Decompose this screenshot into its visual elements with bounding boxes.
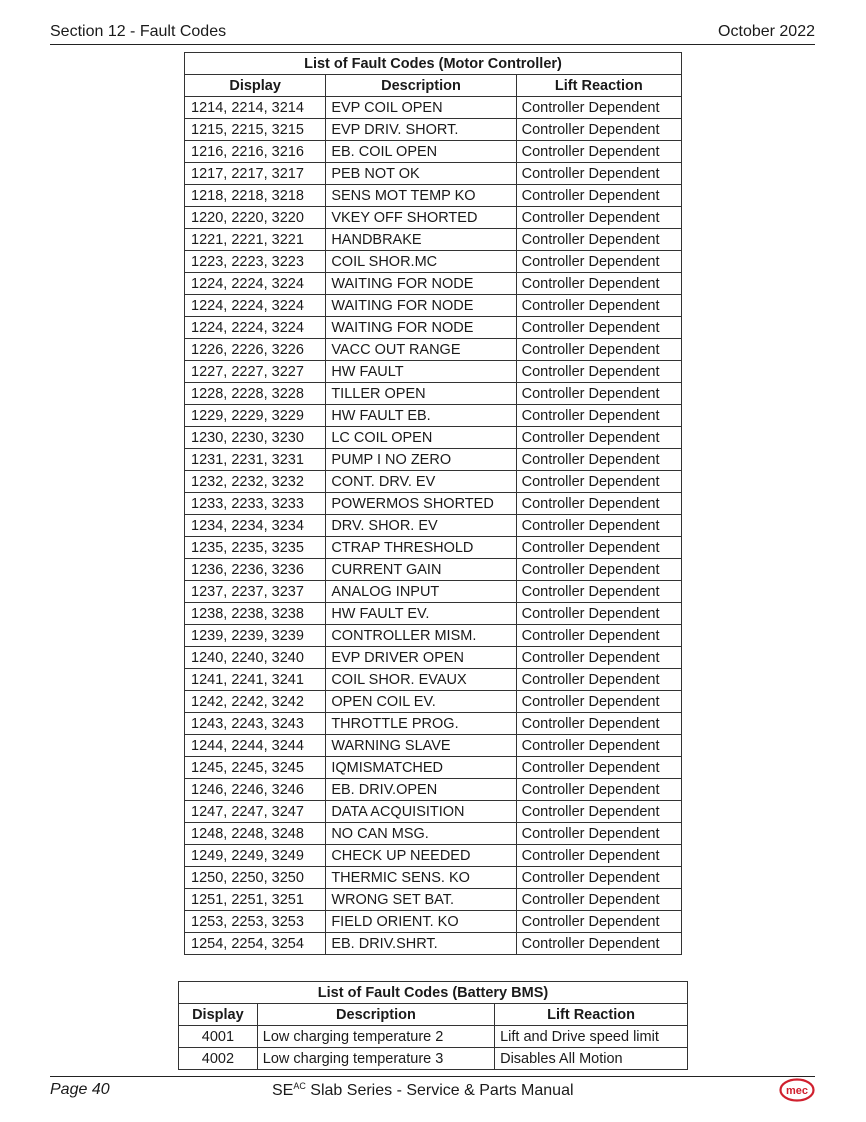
cell-description: VACC OUT RANGE <box>326 339 516 361</box>
cell-display: 1233, 2233, 3233 <box>185 493 326 515</box>
cell-display: 1243, 2243, 3243 <box>185 713 326 735</box>
motor-controller-fault-table <box>184 52 682 955</box>
table-row <box>185 647 682 669</box>
cell-description: VKEY OFF SHORTED <box>326 207 516 229</box>
cell-description: EB. COIL OPEN <box>326 141 516 163</box>
table-row <box>185 361 682 383</box>
cell-description: Low charging temperature 2 <box>257 1026 494 1048</box>
cell-description: CHECK UP NEEDED <box>326 845 516 867</box>
cell-display: 1249, 2249, 3249 <box>185 845 326 867</box>
cell-display: 1247, 2247, 3247 <box>185 801 326 823</box>
cell-description: CTRAP THRESHOLD <box>326 537 516 559</box>
cell-lift-reaction: Controller Dependent <box>516 405 681 427</box>
cell-display: 1224, 2224, 3224 <box>185 273 326 295</box>
cell-display: 1248, 2248, 3248 <box>185 823 326 845</box>
cell-display: 1241, 2241, 3241 <box>185 669 326 691</box>
cell-description: WAITING FOR NODE <box>326 317 516 339</box>
table-row <box>185 427 682 449</box>
cell-description: ANALOG INPUT <box>326 581 516 603</box>
table-row <box>185 779 682 801</box>
table-row <box>185 119 682 141</box>
cell-display: 1231, 2231, 3231 <box>185 449 326 471</box>
cell-lift-reaction: Controller Dependent <box>516 845 681 867</box>
cell-lift-reaction: Controller Dependent <box>516 295 681 317</box>
header-divider <box>50 44 815 45</box>
cell-description: CONTROLLER MISM. <box>326 625 516 647</box>
cell-display: 1238, 2238, 3238 <box>185 603 326 625</box>
cell-lift-reaction: Controller Dependent <box>516 823 681 845</box>
table-row <box>185 273 682 295</box>
table-body <box>185 97 682 955</box>
cell-lift-reaction: Controller Dependent <box>516 911 681 933</box>
cell-description: LC COIL OPEN <box>326 427 516 449</box>
table-row <box>179 1026 688 1048</box>
cell-lift-reaction: Controller Dependent <box>516 801 681 823</box>
cell-lift-reaction: Controller Dependent <box>516 427 681 449</box>
table-row <box>185 867 682 889</box>
cell-lift-reaction: Controller Dependent <box>516 493 681 515</box>
cell-display: 1214, 2214, 3214 <box>185 97 326 119</box>
cell-display: 1215, 2215, 3215 <box>185 119 326 141</box>
cell-description: EVP DRIVER OPEN <box>326 647 516 669</box>
column-header-description: Description <box>326 75 516 97</box>
table-row <box>185 515 682 537</box>
cell-description: POWERMOS SHORTED <box>326 493 516 515</box>
cell-lift-reaction: Disables All Motion <box>495 1048 688 1070</box>
table-row <box>185 581 682 603</box>
table-row <box>185 801 682 823</box>
cell-lift-reaction: Controller Dependent <box>516 185 681 207</box>
cell-lift-reaction: Controller Dependent <box>516 779 681 801</box>
table-row <box>185 625 682 647</box>
table-title-row <box>185 53 682 75</box>
cell-display: 1232, 2232, 3232 <box>185 471 326 493</box>
table-title: List of Fault Codes (Battery BMS) <box>179 982 688 1004</box>
cell-display: 1244, 2244, 3244 <box>185 735 326 757</box>
table-row <box>185 735 682 757</box>
table-row <box>185 163 682 185</box>
cell-lift-reaction: Controller Dependent <box>516 119 681 141</box>
cell-lift-reaction: Controller Dependent <box>516 713 681 735</box>
table-row <box>185 339 682 361</box>
cell-lift-reaction: Controller Dependent <box>516 383 681 405</box>
cell-display: 1223, 2223, 3223 <box>185 251 326 273</box>
cell-display: 1235, 2235, 3235 <box>185 537 326 559</box>
cell-description: DRV. SHOR. EV <box>326 515 516 537</box>
table-row <box>185 449 682 471</box>
cell-description: PEB NOT OK <box>326 163 516 185</box>
cell-display: 1239, 2239, 3239 <box>185 625 326 647</box>
cell-lift-reaction: Controller Dependent <box>516 229 681 251</box>
table-row <box>185 691 682 713</box>
cell-lift-reaction: Controller Dependent <box>516 559 681 581</box>
cell-lift-reaction: Controller Dependent <box>516 581 681 603</box>
table-title: List of Fault Codes (Motor Controller) <box>185 53 682 75</box>
cell-display: 1240, 2240, 3240 <box>185 647 326 669</box>
cell-display: 1251, 2251, 3251 <box>185 889 326 911</box>
cell-lift-reaction: Controller Dependent <box>516 97 681 119</box>
cell-display: 1245, 2245, 3245 <box>185 757 326 779</box>
document-date: October 2022 <box>718 23 815 40</box>
cell-display: 1218, 2218, 3218 <box>185 185 326 207</box>
cell-description: THROTTLE PROG. <box>326 713 516 735</box>
cell-lift-reaction: Controller Dependent <box>516 867 681 889</box>
table-row <box>185 405 682 427</box>
cell-description: HW FAULT EB. <box>326 405 516 427</box>
cell-description: TILLER OPEN <box>326 383 516 405</box>
cell-description: DATA ACQUISITION <box>326 801 516 823</box>
column-header-lift-reaction: Lift Reaction <box>516 75 681 97</box>
cell-display: 1217, 2217, 3217 <box>185 163 326 185</box>
table-body <box>179 1026 688 1070</box>
cell-lift-reaction: Controller Dependent <box>516 449 681 471</box>
table-row <box>185 757 682 779</box>
cell-display: 1227, 2227, 3227 <box>185 361 326 383</box>
cell-description: THERMIC SENS. KO <box>326 867 516 889</box>
table-row <box>179 1048 688 1070</box>
cell-description: EVP COIL OPEN <box>326 97 516 119</box>
cell-lift-reaction: Controller Dependent <box>516 537 681 559</box>
cell-display: 1230, 2230, 3230 <box>185 427 326 449</box>
cell-display: 1220, 2220, 3220 <box>185 207 326 229</box>
cell-lift-reaction: Controller Dependent <box>516 603 681 625</box>
table-header-row <box>185 75 682 97</box>
cell-description: WAITING FOR NODE <box>326 273 516 295</box>
cell-description: CURRENT GAIN <box>326 559 516 581</box>
cell-lift-reaction: Controller Dependent <box>516 251 681 273</box>
cell-lift-reaction: Controller Dependent <box>516 625 681 647</box>
cell-description: WRONG SET BAT. <box>326 889 516 911</box>
table-row <box>185 185 682 207</box>
cell-display: 1250, 2250, 3250 <box>185 867 326 889</box>
cell-display: 1236, 2236, 3236 <box>185 559 326 581</box>
table-row <box>185 229 682 251</box>
column-header-description: Description <box>257 1004 494 1026</box>
cell-display: 1228, 2228, 3228 <box>185 383 326 405</box>
cell-lift-reaction: Controller Dependent <box>516 889 681 911</box>
cell-description: EB. DRIV.SHRT. <box>326 933 516 955</box>
manual-title-superscript: AC <box>293 1081 306 1091</box>
table-row <box>185 823 682 845</box>
cell-display: 4002 <box>179 1048 258 1070</box>
table-header-row <box>179 1004 688 1026</box>
table-row <box>185 251 682 273</box>
cell-display: 1229, 2229, 3229 <box>185 405 326 427</box>
cell-display: 1237, 2237, 3237 <box>185 581 326 603</box>
table-row <box>185 141 682 163</box>
mec-logo <box>779 1078 815 1102</box>
cell-display: 1234, 2234, 3234 <box>185 515 326 537</box>
cell-display: 1242, 2242, 3242 <box>185 691 326 713</box>
cell-lift-reaction: Controller Dependent <box>516 691 681 713</box>
cell-display: 1226, 2226, 3226 <box>185 339 326 361</box>
table-row <box>185 97 682 119</box>
column-header-lift-reaction: Lift Reaction <box>495 1004 688 1026</box>
manual-title-suffix: Slab Series - Service & Parts Manual <box>305 1082 574 1099</box>
cell-description: PUMP I NO ZERO <box>326 449 516 471</box>
cell-description: Low charging temperature 3 <box>257 1048 494 1070</box>
cell-description: COIL SHOR.MC <box>326 251 516 273</box>
column-header-display: Display <box>185 75 326 97</box>
table-row <box>185 471 682 493</box>
cell-display: 1254, 2254, 3254 <box>185 933 326 955</box>
table-row <box>185 713 682 735</box>
cell-lift-reaction: Controller Dependent <box>516 317 681 339</box>
table-row <box>185 317 682 339</box>
cell-display: 1224, 2224, 3224 <box>185 295 326 317</box>
table-row <box>185 933 682 955</box>
table-row <box>185 295 682 317</box>
table-row <box>185 603 682 625</box>
cell-description: WAITING FOR NODE <box>326 295 516 317</box>
cell-display: 1246, 2246, 3246 <box>185 779 326 801</box>
cell-display: 1253, 2253, 3253 <box>185 911 326 933</box>
section-title: Section 12 - Fault Codes <box>50 23 227 40</box>
cell-description: HW FAULT EV. <box>326 603 516 625</box>
cell-description: OPEN COIL EV. <box>326 691 516 713</box>
cell-description: EB. DRIV.OPEN <box>326 779 516 801</box>
cell-lift-reaction: Lift and Drive speed limit <box>495 1026 688 1048</box>
logo-text: mec <box>785 1085 809 1097</box>
cell-display: 1221, 2221, 3221 <box>185 229 326 251</box>
table-row <box>185 911 682 933</box>
cell-lift-reaction: Controller Dependent <box>516 471 681 493</box>
cell-description: FIELD ORIENT. KO <box>326 911 516 933</box>
cell-lift-reaction: Controller Dependent <box>516 273 681 295</box>
cell-description: WARNING SLAVE <box>326 735 516 757</box>
cell-lift-reaction: Controller Dependent <box>516 735 681 757</box>
cell-lift-reaction: Controller Dependent <box>516 141 681 163</box>
table-row <box>185 845 682 867</box>
cell-display: 1224, 2224, 3224 <box>185 317 326 339</box>
cell-lift-reaction: Controller Dependent <box>516 207 681 229</box>
cell-lift-reaction: Controller Dependent <box>516 757 681 779</box>
table-row <box>185 493 682 515</box>
table-title-row <box>179 982 688 1004</box>
cell-description: IQMISMATCHED <box>326 757 516 779</box>
table-row <box>185 383 682 405</box>
table-row <box>185 889 682 911</box>
cell-lift-reaction: Controller Dependent <box>516 647 681 669</box>
cell-display: 4001 <box>179 1026 258 1048</box>
cell-lift-reaction: Controller Dependent <box>516 669 681 691</box>
cell-description: EVP DRIV. SHORT. <box>326 119 516 141</box>
manual-title-prefix: SE <box>272 1082 294 1099</box>
cell-description: CONT. DRV. EV <box>326 471 516 493</box>
column-header-display: Display <box>179 1004 258 1026</box>
cell-description: HW FAULT <box>326 361 516 383</box>
cell-description: SENS MOT TEMP KO <box>326 185 516 207</box>
cell-lift-reaction: Controller Dependent <box>516 933 681 955</box>
table-row <box>185 537 682 559</box>
battery-bms-fault-table <box>178 981 688 1070</box>
cell-description: NO CAN MSG. <box>326 823 516 845</box>
cell-lift-reaction: Controller Dependent <box>516 339 681 361</box>
cell-lift-reaction: Controller Dependent <box>516 163 681 185</box>
table-row <box>185 559 682 581</box>
cell-description: COIL SHOR. EVAUX <box>326 669 516 691</box>
manual-title <box>272 1081 574 1100</box>
cell-lift-reaction: Controller Dependent <box>516 361 681 383</box>
cell-display: 1216, 2216, 3216 <box>185 141 326 163</box>
footer-divider <box>50 1076 815 1077</box>
page-number: Page 40 <box>50 1081 110 1098</box>
cell-description: HANDBRAKE <box>326 229 516 251</box>
table-row <box>185 669 682 691</box>
table-row <box>185 207 682 229</box>
cell-lift-reaction: Controller Dependent <box>516 515 681 537</box>
